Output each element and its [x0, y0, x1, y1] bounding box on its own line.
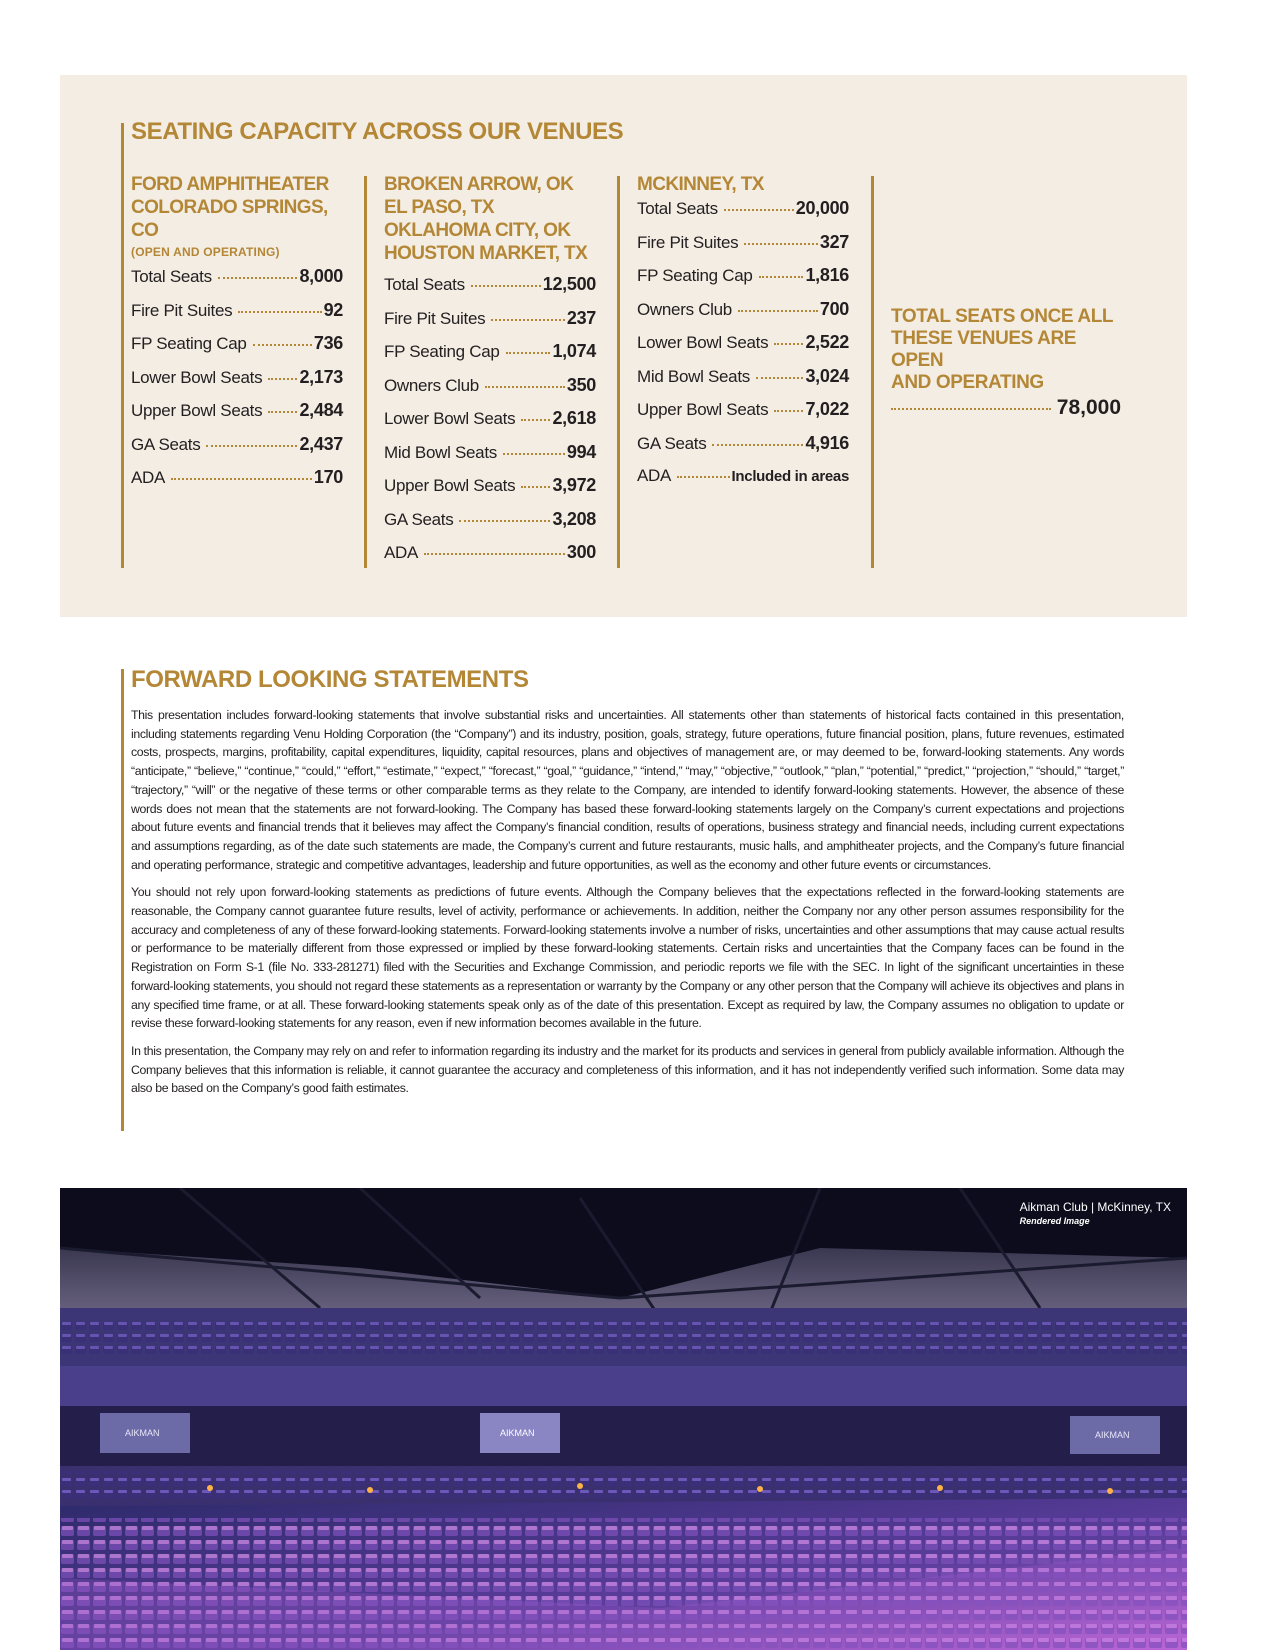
- fls-paragraph: You should not rely upon forward-looking statements as predictions of future events. Although the Company believes that the expectations reflected in the forward-looking statements are reasonable, the Company cannot guarantee future results, level of activity, performance or achievements. In addition, neither the Company nor any other person assumes responsibility for the accuracy and completeness of any of these forward-looking statements. Forward-looking statements involve a number of risks, uncertainties and other assumptions that may cause actual results or performance to be materially different from those expressed or implied by these forward-looking statements. Certain risks and uncertainties that the Company faces can be found in the Registration on Form S-1 (file No. 333-281271) filed with the Securities and Exchange Commission, and periodic reports we file with the SEC. In light of the significant uncertainties in these forward-looking statements, you should not regard these statements as a representation or warranty by the Company or any other person that the Company will achieve its objectives and plans in any specified time frame, or at all. These forward-looking statements speak only as of the date of this presentation. Except as required by law, the Company assumes no obligation to update or revise these forward-looking statements for any reason, even if new information becomes available in the future.: [131, 885, 1124, 1031]
- column-divider: [871, 176, 874, 568]
- fls-paragraph: This presentation includes forward-looking statements that involve substantial risks and uncertainties. All statements other than statements of historical facts contained in this presentation, including statements regarding Venu Holding Corporation (the “Company”) and its industry, position, goals, strategy, future operations, future financial position, plans, future revenues, estimated costs, prospects, margins, profitability, capital expenditures, liquidity, capital resources, plans and objectives of management are, or may deemed to be, forward-looking statements. Any words “anticipate,” “believe,” “continue,” “could,” “effort,” “estimate,” “expect,” “forecast,” “goal,” “guidance,” “intend,” “may,” “objective,” “outlook,” “plan,” “potential,” “predict,” “projection,” “should,” “target,” “trajectory,” “will” or the negative of these terms or other comparable terms as they relate to the Company, are intended to identify forward-looking statements. However, the absence of these words does not mean that the statements are not forward-looking. The Company has based these forward-looking statements largely on the Company’s current expectations and projections about future events and financial trends that it believes may affect the Company’s financial condition, results of operations, business strategy and financial needs, including current expectations and assumptions regarding, as of the date such statements are made, the Company’s current and future restaurants, music halls, and amphitheater projects, and the Company’s future financial and operating performance, strategic and competitive advantages, leadership and future opportunities, as well as the economy and other future events or circumstances.: [131, 708, 1124, 872]
- seat-row: Upper Bowl Seats 3,972: [384, 475, 596, 495]
- fls-body: [131, 706, 1124, 1107]
- column-divider: [364, 176, 367, 568]
- total-seats-label: TOTAL SEATS ONCE ALL THESE VENUES ARE OPEN AND OPERATING: [891, 306, 1114, 393]
- total-seats-value: 78,000: [1056, 396, 1121, 419]
- seat-row: Total Seats 12,500: [384, 274, 596, 294]
- aikman-sign: AIKMAN: [125, 1428, 160, 1438]
- seat-row: Mid Bowl Seats 994: [384, 441, 596, 462]
- photo-caption-note: Rendered Image: [1019, 1216, 1090, 1226]
- venue-heading: MCKINNEY, TX: [637, 174, 764, 195]
- seat-row: Total Seats 8,000: [131, 266, 343, 286]
- seat-row: Upper Bowl Seats 2,484: [131, 400, 343, 420]
- seat-row: Lower Bowl Seats 2,618: [384, 408, 596, 428]
- photo-caption: [1020, 1200, 1171, 1226]
- column-divider: [617, 176, 620, 568]
- venue-heading: BROKEN ARROW, OK EL PASO, TX OKLAHOMA CITY, OK HOUSTON MARKET, TX: [384, 174, 588, 264]
- venue-status: (OPEN AND OPERATING): [131, 245, 280, 259]
- seat-row: Total Seats 20,000: [637, 198, 849, 218]
- total-seats-block: [891, 306, 1121, 420]
- seat-row: Fire Pit Suites 327: [637, 231, 849, 252]
- seat-row: GA Seats 2,437: [131, 433, 343, 454]
- seat-row: Fire Pit Suites 237: [384, 307, 596, 328]
- seat-row: Fire Pit Suites 92: [131, 299, 343, 320]
- seat-row: FP Seating Cap 1,816: [637, 265, 849, 285]
- venue-column-mckinney: [637, 173, 849, 500]
- venue-photo: [60, 1188, 1187, 1650]
- seat-row: Lower Bowl Seats 2,522: [637, 332, 849, 352]
- seat-row: Lower Bowl Seats 2,173: [131, 366, 343, 387]
- venue-column-multi: [384, 173, 596, 576]
- seating-title: SEATING CAPACITY ACROSS OUR VENUES: [131, 118, 624, 145]
- aikman-sign: AIKMAN: [1095, 1430, 1130, 1440]
- seat-row: ADA Included in areas: [637, 466, 849, 485]
- venue-illustration: [60, 1188, 1187, 1650]
- total-seats-row: [891, 396, 1121, 420]
- aikman-sign: AIKMAN: [500, 1428, 535, 1438]
- seat-row: Owners Club 350: [384, 374, 596, 395]
- seat-row: Owners Club 700: [637, 298, 849, 319]
- seat-row: ADA 300: [384, 542, 596, 562]
- seat-row: Mid Bowl Seats 3,024: [637, 365, 849, 386]
- seat-row: GA Seats 3,208: [384, 508, 596, 529]
- fls-paragraph: In this presentation, the Company may rely on and refer to information regarding its industry and the market for its products and services in general from publicly available information. Although the Company believes that this information is reliable, it cannot guarantee the accuracy and completeness of this information, and it has not independently verified such information. Some data may also be based on the Company’s good faith estimates.: [131, 1043, 1124, 1096]
- seat-row: Upper Bowl Seats 7,022: [637, 399, 849, 419]
- title-bar: [121, 123, 124, 568]
- photo-caption-title: Aikman Club | McKinney, TX: [1019, 1200, 1171, 1214]
- seat-row: GA Seats 4,916: [637, 432, 849, 453]
- fls-bar: [121, 669, 124, 1131]
- venue-column-colorado: [131, 173, 343, 501]
- venue-heading: FORD AMPHITHEATER COLORADO SPRINGS, CO: [131, 174, 329, 241]
- seat-row: FP Seating Cap 1,074: [384, 341, 596, 361]
- seat-row: ADA 170: [131, 467, 343, 487]
- fls-title: FORWARD LOOKING STATEMENTS: [131, 666, 529, 693]
- seat-row: FP Seating Cap 736: [131, 333, 343, 353]
